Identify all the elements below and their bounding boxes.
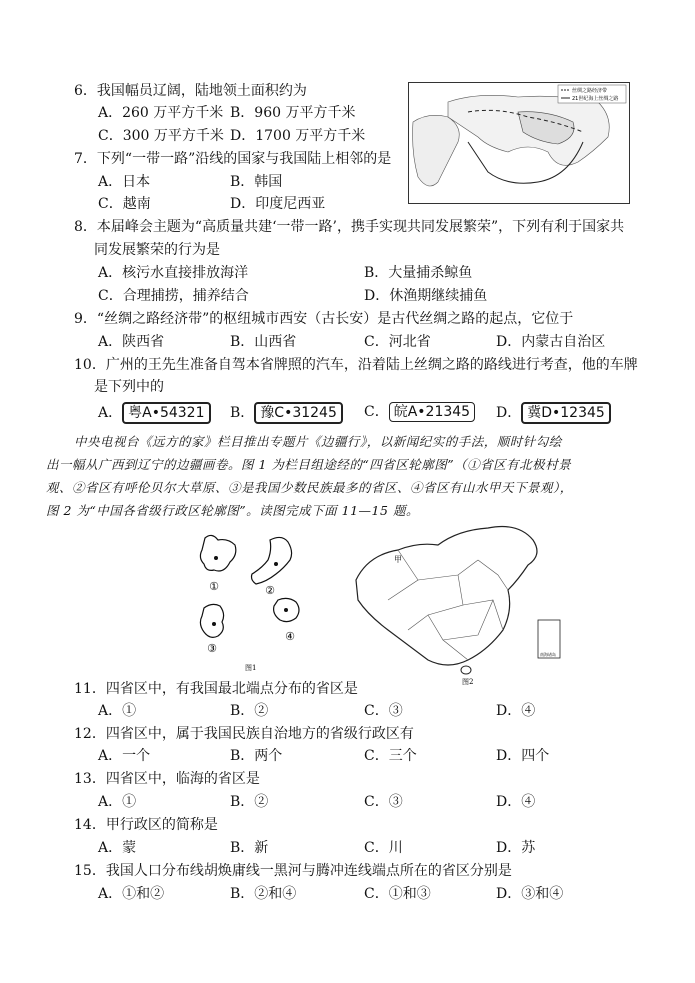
intro-line4: 图 2 为“中国各省级行政区轮廓图”。读图完成下面 11—15 题。 xyxy=(46,503,419,518)
q8-option-a[interactable]: A．核污水直接排放海洋 xyxy=(98,265,249,281)
province-number-2: ② xyxy=(265,584,275,597)
q9-option-c[interactable]: C．河北省 xyxy=(364,334,431,350)
legend-silk-belt: 丝绸之路经济带 xyxy=(572,88,608,94)
q8-stem-line1: 8．本届峰会主题为“高质量共建‘一带一路’，携手实现共同发展繁荣”，下列有利于国家共 xyxy=(74,219,625,235)
q14-stem: 14．甲行政区的简称是 xyxy=(74,817,218,833)
q11-option-a[interactable]: A．① xyxy=(98,703,137,719)
province-number-3: ③ xyxy=(207,642,217,655)
q11-option-d[interactable]: D．④ xyxy=(496,703,536,719)
license-plate-a: 粤A•54321 xyxy=(122,402,210,424)
q13-option-b[interactable]: B．② xyxy=(230,794,269,810)
q10-option-b-letter: B． xyxy=(230,405,255,421)
intro-line1: 中央电视台《远方的家》栏目推出专题片《边疆行》，以新闻纪实的手法，顺时针勾绘 xyxy=(74,434,562,449)
q6-option-d[interactable]: D．1700 万平方千米 xyxy=(230,128,366,144)
q7-stem: 7．下列“一带一路”沿线的国家与我国陆上相邻的是 xyxy=(74,151,392,167)
intro-line3: 观、②省区有呼伦贝尔大草原、③是我国少数民族最多的省区、④省区有山水甲天下景观）， xyxy=(46,480,573,495)
q8-option-c[interactable]: C．合理捕捞，捕养结合 xyxy=(98,288,249,304)
q11-option-b[interactable]: B．② xyxy=(230,703,269,719)
q11-stem: 11．四省区中，有我国最北端点分布的省区是 xyxy=(74,681,358,697)
q7-option-c[interactable]: C．越南 xyxy=(98,196,151,212)
q12-option-a[interactable]: A．一个 xyxy=(98,748,151,764)
label-jia: 甲 xyxy=(394,555,402,564)
q10-stem-line2: 是下列中的 xyxy=(94,379,164,395)
q10-stem-line1: 10．广州的王先生准备自驾本省牌照的汽车，沿着陆上丝绸之路的路线进行考查，他的车牌 xyxy=(74,357,638,373)
q12-option-b[interactable]: B．两个 xyxy=(230,748,283,764)
q10-option-c[interactable] xyxy=(364,402,475,422)
q11-option-c[interactable]: C．③ xyxy=(364,703,403,719)
legend-maritime-road: 21世纪海上丝绸之路 xyxy=(572,96,619,102)
q7-option-b[interactable]: B．韩国 xyxy=(230,174,283,190)
q7-option-d[interactable]: D．印度尼西亚 xyxy=(230,196,326,212)
province-number-1: ① xyxy=(209,580,219,593)
q6-option-b[interactable]: B．960 万平方千米 xyxy=(230,105,356,121)
q6-stem: 6．我国幅员辽阔，陆地领土面积约为 xyxy=(74,83,307,99)
license-plate-c: 皖A•21345 xyxy=(389,402,475,422)
q13-option-a[interactable]: A．① xyxy=(98,794,137,810)
q14-option-a[interactable]: A．蒙 xyxy=(98,840,137,856)
q6-option-c[interactable]: C．300 万平方千米 xyxy=(98,128,224,144)
q12-option-d[interactable]: D．四个 xyxy=(496,748,550,764)
q15-stem: 15．我国人口分布线胡焕庸线一黑河与腾冲连线端点所在的省区分别是 xyxy=(74,863,512,879)
q13-option-d[interactable]: D．④ xyxy=(496,794,536,810)
q10-option-b[interactable] xyxy=(230,402,343,424)
q15-option-b[interactable]: B．②和④ xyxy=(230,886,297,902)
q10-option-d[interactable] xyxy=(496,402,611,424)
license-plate-d: 冀D•12345 xyxy=(521,402,611,424)
q12-option-c[interactable]: C．三个 xyxy=(364,748,417,764)
q15-option-d[interactable]: D．③和④ xyxy=(496,886,564,902)
q13-stem: 13．四省区中，临海的省区是 xyxy=(74,771,260,787)
q8-option-d[interactable]: D．休渔期继续捕鱼 xyxy=(364,288,488,304)
q10-option-a[interactable] xyxy=(98,402,211,424)
south-china-sea-inset-label: 南海诸岛 xyxy=(540,652,556,657)
figure1-caption: 图1 xyxy=(245,664,257,672)
silk-road-map xyxy=(408,82,630,204)
q10-option-d-letter: D． xyxy=(496,405,522,421)
q9-option-b[interactable]: B．山西省 xyxy=(230,334,297,350)
q6-option-a[interactable]: A．260 万平方千米 xyxy=(98,105,224,121)
q15-option-c[interactable]: C．①和③ xyxy=(364,886,431,902)
license-plate-b: 豫C•31245 xyxy=(254,402,343,424)
q10-option-c-letter: C． xyxy=(364,404,389,420)
figure2-caption: 图2 xyxy=(462,678,474,686)
q10-option-a-letter: A． xyxy=(98,405,123,421)
q12-stem: 12．四省区中，属于我国民族自治地方的省级行政区有 xyxy=(74,726,414,742)
q7-option-a[interactable]: A．日本 xyxy=(98,174,151,190)
figure2-china-map xyxy=(348,520,566,688)
intro-line2: 出一幅从广西到辽宁的边疆画卷。图 1 为栏目组途经的“四省区轮廓图”（①省区有北极村景 xyxy=(46,457,572,472)
q9-option-d[interactable]: D．内蒙古自治区 xyxy=(496,334,606,350)
province-number-4: ④ xyxy=(285,630,295,643)
q8-stem-line2: 同发展繁荣的行为是 xyxy=(94,242,220,258)
q13-option-c[interactable]: C．③ xyxy=(364,794,403,810)
q15-option-a[interactable]: A．①和② xyxy=(98,886,165,902)
q9-stem: 9．“丝绸之路经济带”的枢纽城市西安（古长安）是古代丝绸之路的起点，它位于 xyxy=(74,311,574,327)
q14-option-b[interactable]: B．新 xyxy=(230,840,269,856)
q14-option-c[interactable]: C．川 xyxy=(364,840,403,856)
q9-option-a[interactable]: A．陕西省 xyxy=(98,334,165,350)
figure1-four-provinces xyxy=(190,530,340,676)
q8-option-b[interactable]: B．大量捕杀鲸鱼 xyxy=(364,265,473,281)
q14-option-d[interactable]: D．苏 xyxy=(496,840,536,856)
